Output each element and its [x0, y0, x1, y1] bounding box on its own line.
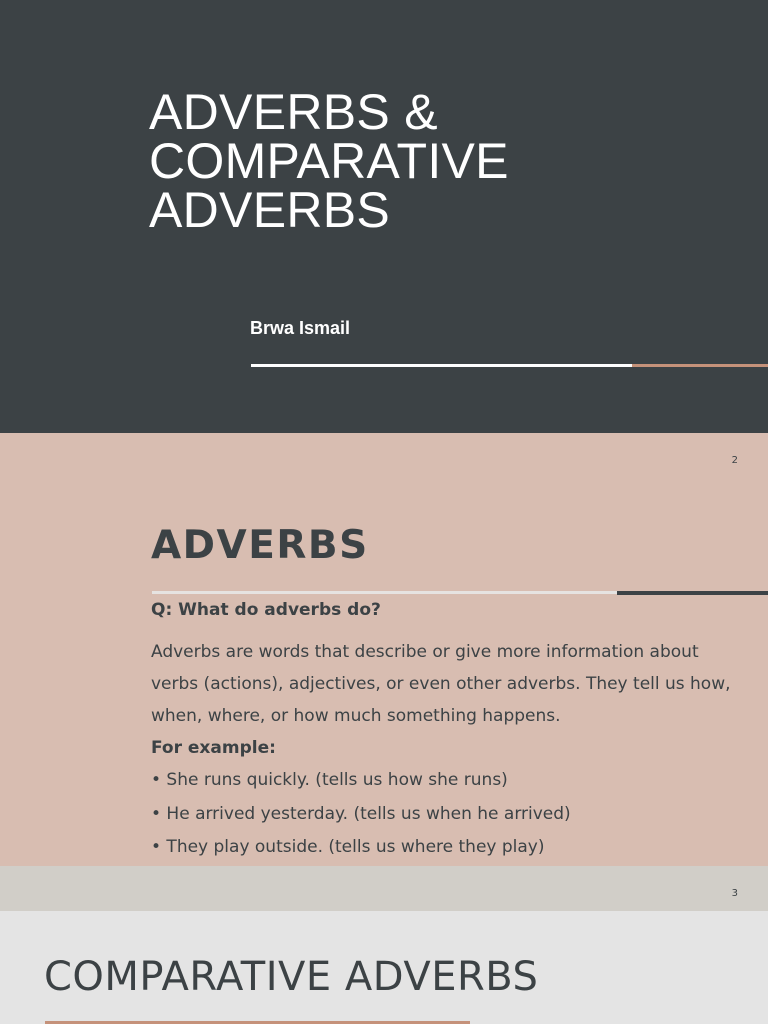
- slide-heading: ADVERBS: [151, 523, 369, 568]
- title-line: ADVERBS &: [149, 84, 438, 140]
- list-item: • She runs quickly. (tells us how she runs): [151, 770, 508, 790]
- slide-number: 3: [731, 888, 738, 899]
- divider-dark: [617, 591, 768, 595]
- divider-light: [152, 591, 617, 594]
- title-line: COMPARATIVE: [149, 133, 509, 189]
- presentation-title: [149, 84, 509, 238]
- author-name: Brwa Ismail: [250, 318, 351, 338]
- slide-heading: COMPARATIVE ADVERBS: [44, 954, 539, 1000]
- slide-number: 2: [731, 455, 738, 466]
- example-list: [151, 764, 731, 865]
- title-slide: [0, 0, 768, 433]
- definition-paragraph: Adverbs are words that describe or give more information about verbs (actions), adjectives, or even other adverbs. They tell us how, when, where, or how much something happens.: [151, 642, 731, 726]
- list-item: • They play outside. (tells us where they play): [151, 837, 545, 857]
- adverbs-slide: [0, 433, 768, 866]
- example-label: For example:: [151, 738, 276, 758]
- header-band: [0, 866, 768, 911]
- title-line: ADVERBS: [149, 182, 391, 238]
- question-text: Q: What do adverbs do?: [151, 600, 381, 620]
- divider-accent: [632, 364, 768, 367]
- list-item: • He arrived yesterday. (tells us when he arrived): [151, 803, 571, 824]
- comparative-adverbs-slide: [0, 866, 768, 1024]
- divider-white: [251, 364, 632, 367]
- slide-body: [151, 597, 731, 865]
